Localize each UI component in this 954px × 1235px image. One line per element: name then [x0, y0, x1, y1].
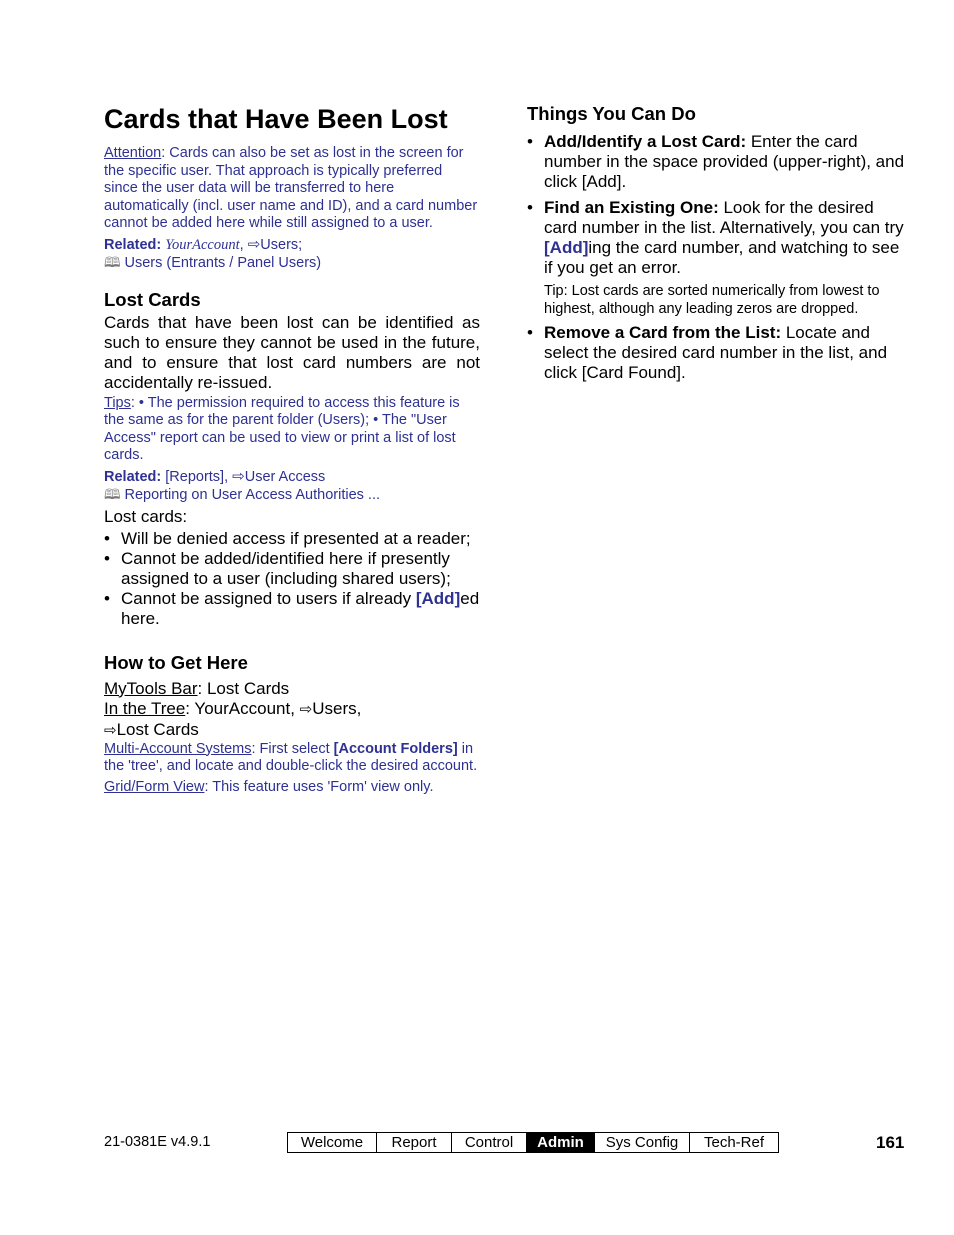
book-icon: 🕮 — [104, 254, 121, 270]
related-book-line-2 — [104, 486, 480, 505]
arrow-icon: ⇨ — [299, 700, 313, 718]
attention-link[interactable]: Attention — [104, 145, 162, 161]
tab-sys-config[interactable]: Sys Config — [595, 1133, 690, 1152]
footer-tab-bar — [287, 1132, 779, 1153]
tab-report[interactable]: Report — [377, 1133, 452, 1152]
page-title: Cards that Have Been Lost — [104, 104, 448, 134]
grid-form-link[interactable]: Grid/Form View — [104, 778, 205, 795]
multi-account-link[interactable]: Multi-Account Systems — [104, 740, 252, 757]
document-id: 21-0381E v4.9.1 — [104, 1134, 211, 1150]
tab-admin[interactable]: Admin — [527, 1133, 595, 1152]
page-number: 161 — [876, 1133, 905, 1152]
related-item-youraccount[interactable]: YourAccount — [165, 236, 240, 253]
tab-control[interactable]: Control — [452, 1133, 527, 1152]
arrow-icon: ⇨ — [104, 721, 117, 739]
related-label: Related: — [104, 236, 162, 253]
tab-tech-ref[interactable]: Tech-Ref — [703, 1134, 765, 1151]
related-item-user-access[interactable]: User Access — [244, 468, 326, 485]
tree-line-2: ⇨Lost Cards — [104, 719, 199, 739]
book-icon: 🕮 — [104, 486, 121, 502]
tree-line: In the Tree: YourAccount, ⇨Users, — [104, 698, 362, 718]
heading-lost-cards: Lost Cards — [104, 288, 201, 310]
tips-note — [104, 395, 480, 465]
book-link-reporting[interactable]: Reporting on User Access Authorities ... — [124, 487, 381, 503]
tip-note: Tip: Lost cards are sorted numerically from lowest to highest, although any leading zeros are dropped. — [544, 283, 880, 317]
left-column — [104, 103, 480, 796]
list-item: • Cannot be assigned to users if already [Add]ed here. — [104, 589, 480, 629]
right-column — [527, 103, 907, 383]
list-item: • Remove a Card from the List: Locate and select the desired card number in the list, and click [Card Found]. — [527, 323, 907, 383]
book-link-users[interactable]: Users (Entrants / Panel Users) — [124, 255, 322, 271]
list-item: • Cannot be added/identified here if presently assigned to a user (including shared users); — [104, 549, 480, 589]
list-item: • Find an Existing One: Look for the desired card number in the list. Alternatively, you can try [Add]ing the card number, and watching to see if you get an error. — [527, 198, 907, 278]
arrow-icon: ⇨ — [247, 235, 261, 253]
related-label: Related: — [104, 468, 162, 485]
lost-cards-paragraph: Cards that have been lost can be identified as such to ensure they cannot be used in the future, and to ensure that lost card numbers are not accidentally re-issued. — [104, 312, 480, 392]
lost-cards-intro: Lost cards: — [104, 506, 188, 526]
tips-text: : • The permission required to access this feature is the same as for the parent folder (Users); • The "User Access" report can be used to view or print a list of lost cards. — [104, 394, 460, 463]
multi-account-note: Multi-Account Systems: First select [Account Folders] in the 'tree', and locate and double-click the desired account. — [104, 740, 478, 774]
related-item-users[interactable]: Users; — [260, 236, 303, 253]
mytools-line: MyTools Bar: Lost Cards — [104, 678, 290, 698]
add-reference: [Add] — [415, 588, 461, 608]
tips-link[interactable]: Tips — [104, 394, 131, 411]
things-list — [527, 132, 907, 278]
list-item: • Will be denied access if presented at a reader; — [104, 529, 480, 549]
grid-form-note: Grid/Form View: This feature uses 'Form' view only. — [104, 778, 434, 795]
lost-cards-list — [104, 529, 480, 629]
related-book-line-1 — [104, 254, 480, 273]
things-list-2 — [527, 323, 907, 383]
heading-how-to-get-here: How to Get Here — [104, 651, 248, 673]
attention-text: : Cards can also be set as lost in the screen for the specific user. That approach is typically preferred since the user data will be transferred to here automatically (incl. user name and ID), and a card number cannot be added here while still assigned to a user. — [104, 145, 478, 231]
mytools-link[interactable]: MyTools Bar — [104, 678, 198, 698]
heading-things-you-can-do: Things You Can Do — [527, 103, 696, 124]
list-item: • Add/Identify a Lost Card: Enter the card number in the space provided (upper-right), and click [Add]. — [527, 132, 907, 192]
attention-note — [104, 145, 480, 233]
related-block-2 — [104, 468, 480, 487]
add-reference: [Add] — [544, 238, 589, 257]
related-item-reports[interactable]: [Reports], — [165, 468, 229, 485]
arrow-icon: ⇨ — [232, 467, 245, 485]
tree-link[interactable]: In the Tree — [104, 698, 186, 718]
tab-welcome[interactable]: Welcome — [288, 1133, 377, 1152]
related-block-1: Related: YourAccount, ⇨Users; — [104, 235, 303, 253]
